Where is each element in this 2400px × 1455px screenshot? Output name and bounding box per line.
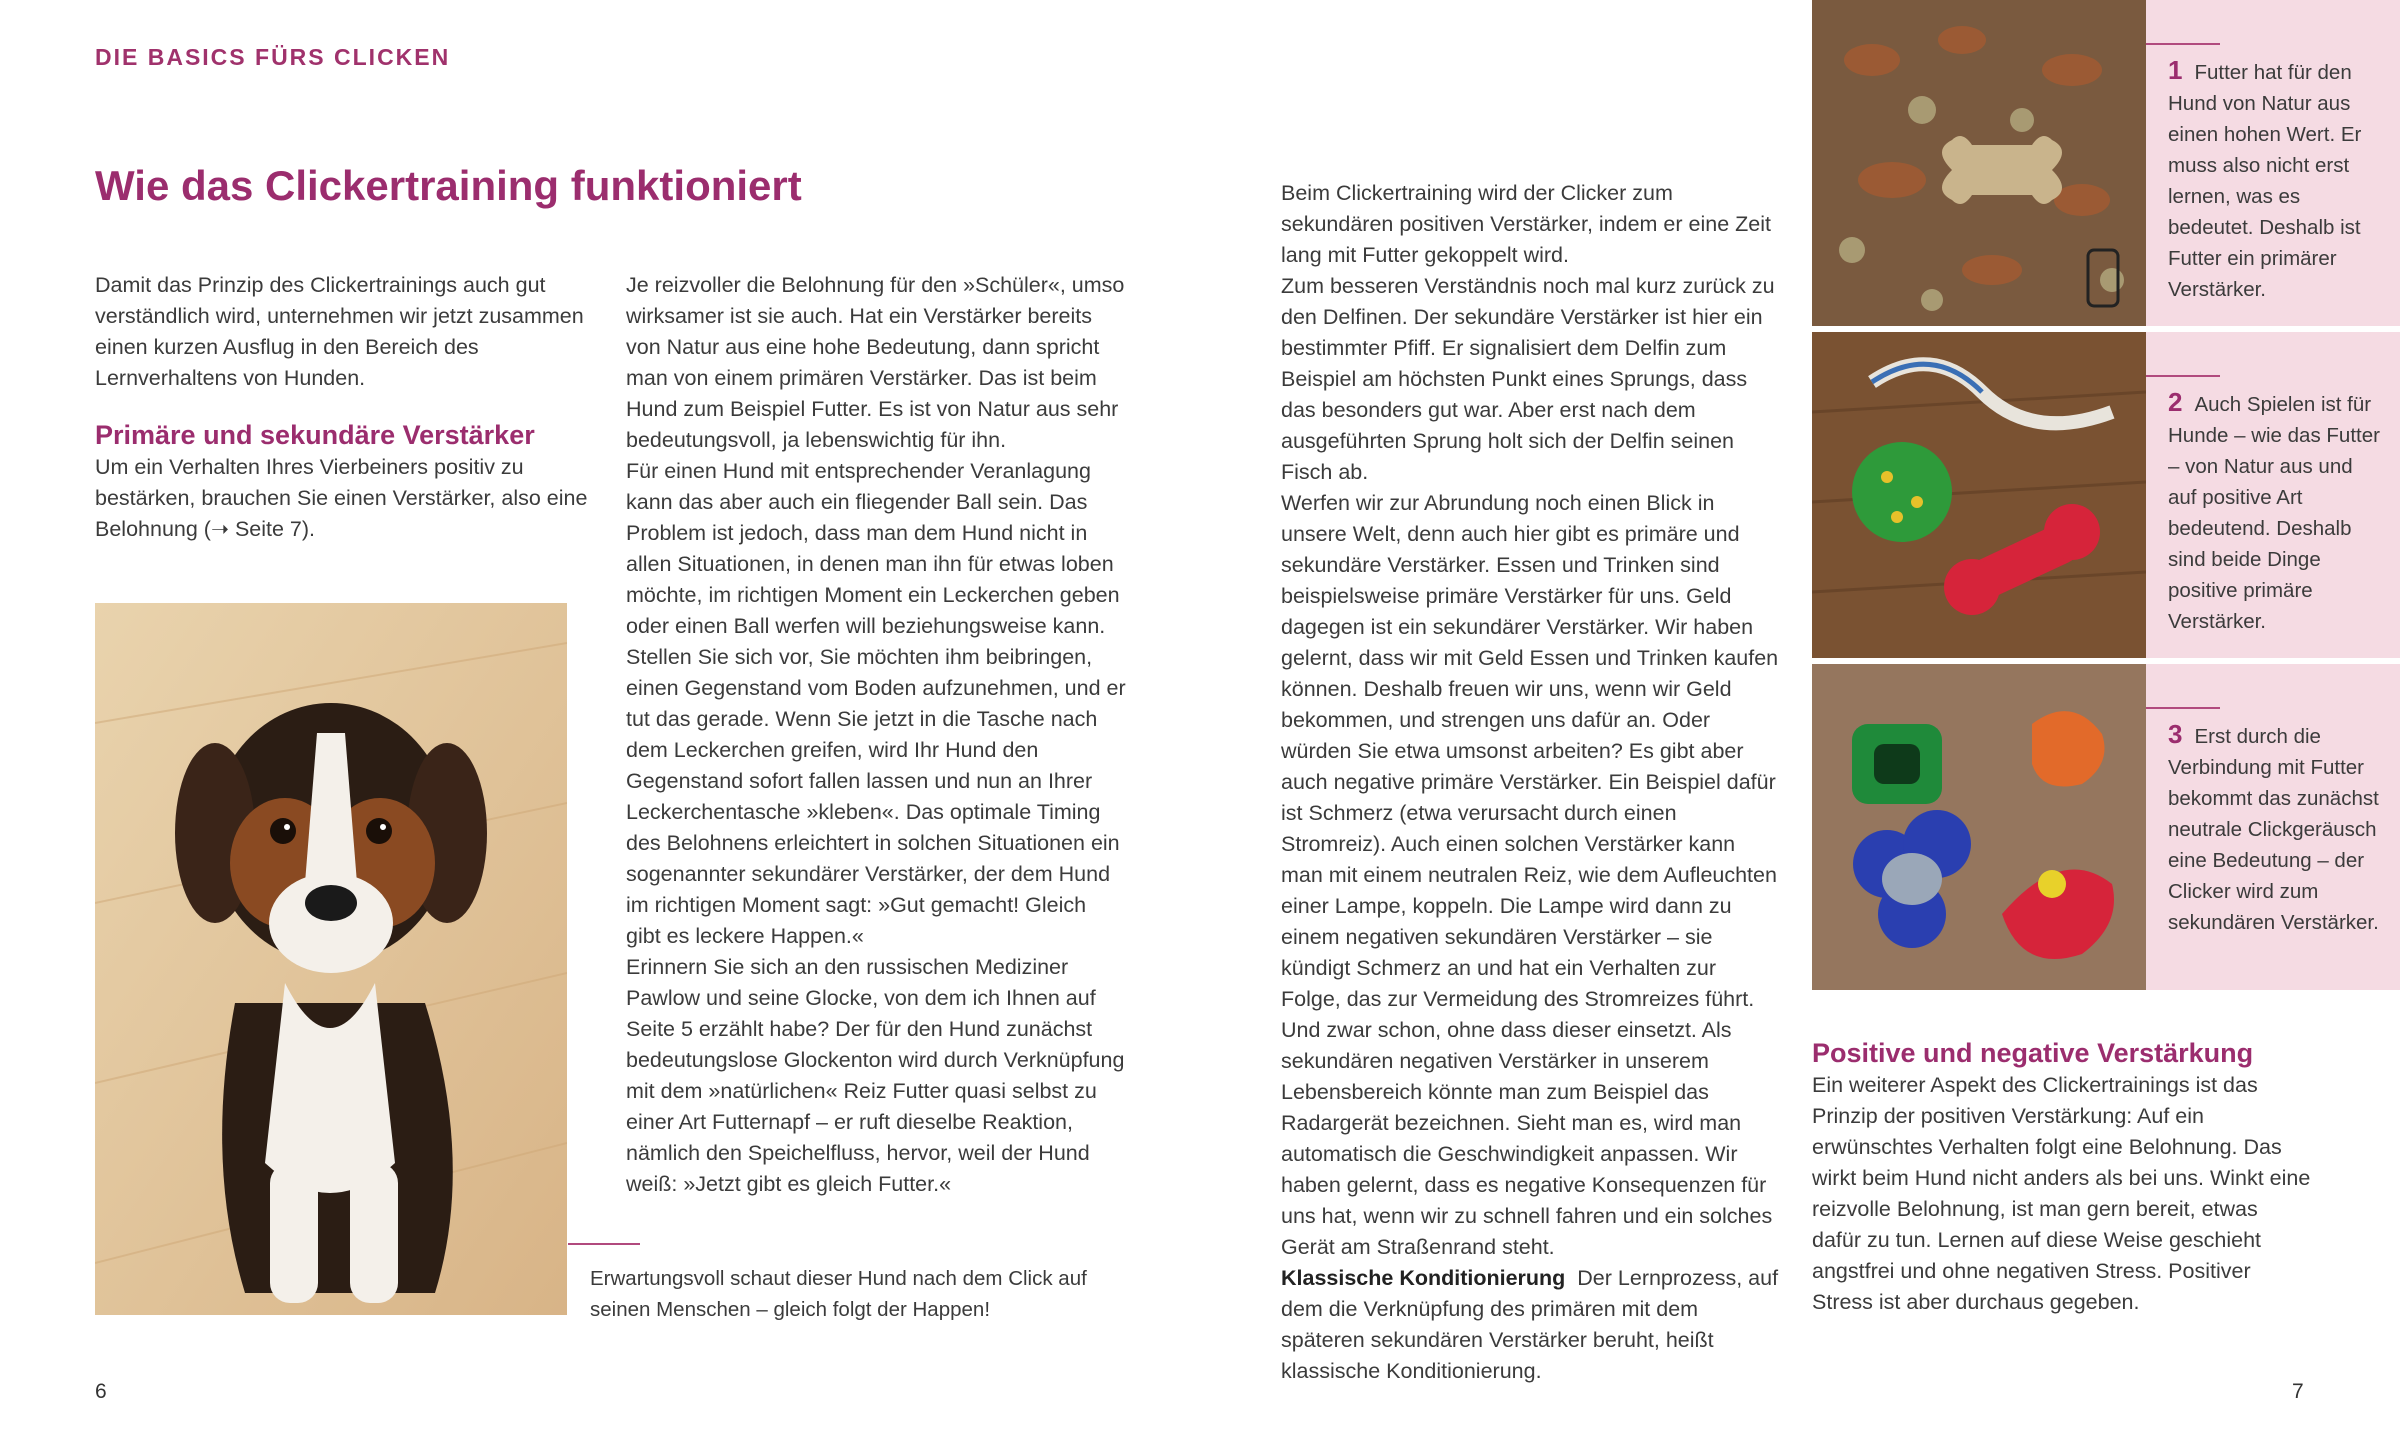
box-text-3: Erst durch die Verbindung mit Futter bekommt das zunächst neutrale Clickgeräusch eine Bedeutung – der Clicker wird zum sekundären Verstärker. [2168,725,2379,934]
bold-lead: Klassische Konditionierung [1281,1266,1566,1290]
clickers-photo [1812,664,2146,990]
paragraph-welt: Werfen wir zur Abrundung noch einen Blick in unsere Welt, denn auch hier gibt es primäre und sekundäre Verstärker. Essen und Trinken sind beispielsweise primäre Verstärker für uns. Geld dagegen ist ein sekundärer Verstärker. Wir haben gelernt, dass wir mit Geld Essen und Trinken kaufen können. Deshalb freuen wir uns, wenn wir Geld bekommen, und strengen uns dafür an. Oder würden Sie etwa umsonst arbeiten? Es gibt aber auch negative primäre Verstärker. Ein Beispiel dafür ist Schmerz (etwa verursacht durch einen Stromreiz). Auch einen solchen Verstärker kann man mit einem neutralen Reiz, wie dem Aufleuchten einer Lampe, koppeln. Die Lampe wird dann zu einem negativen sekundären Verstärker – sie kündigt Schmerz an und hat ein Verhalten zur Folge, das zur Vermeidung des Stromreizes führt. Und zwar schon, ohne dass dieser einsetzt. Als sekundären negativen Verstärker in unserem Lebensbereich könnte man zum Beispiel das Radargerät bezeichnen. Sieht man es, wird man automatisch die Geschwindigkeit anpassen. Wir haben gelernt, dass es negative Konsequenzen für uns hat, wenn wir zu schnell fahren und ein solches Gerät am Straßenrand steht. [1281,491,1779,1259]
dog-illustration [95,603,567,1315]
caption-box-2 [2146,332,2400,658]
treats-photo [1812,0,2146,326]
paragraph-pawlow: Erinnern Sie sich an den russischen Mediziner Pawlow und seine Glocke, von dem ich Ihnen auf Seite 5 erzählt habe? Der für den Hund zunächst bedeutungslose Glockenton wird durch Verknüpfung mit dem »natürlichen« Reiz Futter quasi selbst zu einer Art Futternapf – er ruft dieselbe Reaktion, nämlich den Speichelfluss, hervor, weil der Hund weiß: »Jetzt gibt es gleich Futter.« [626,955,1125,1196]
paragraph-delfine: Zum besseren Verständnis noch mal kurz zurück zu den Delfinen. Der sekundäre Verstärker ist hier ein bestimmter Pfiff. Er signalisiert dem Delfin zum Beispiel am höchsten Punkt eines Sprungs, dass das besonders gut war. Aber erst nach dem ausgeführten Sprung holt sich der Delfin seinen Fisch ab. [1281,274,1775,484]
page-number-right: 7 [2292,1380,2304,1403]
caption-box-3 [2146,664,2400,990]
column-1 [95,270,590,545]
treats-illustration [1812,0,2146,326]
intro-paragraph: Damit das Prinzip des Clickertrainings auch gut verständlich wird, unternehmen wir jetzt zusammen einen kurzen Ausflug in den Bereich des Lernverhaltens von Hunden. [95,273,584,390]
box-text-1: Futter hat für den Hund von Natur aus einen hohen Wert. Er muss also nicht erst lernen, was es bedeutet. Deshalb ist Futter ein primärer Verstärker. [2168,61,2362,301]
dog-photo [95,603,567,1315]
box-number-2: 2 [2168,387,2183,417]
column-4 [1812,1036,2312,1318]
caption-box-1 [2146,0,2400,326]
subheading-verstaerkung: Positive und negative Verstärkung [1812,1038,2254,1068]
toys-illustration [1812,332,2146,658]
box-number-1: 1 [2168,55,2183,85]
page-number-left: 6 [95,1380,107,1403]
box-text-2: Auch Spielen ist für Hunde – wie das Futter – von Natur aus und auf positive Art bedeutend. Deshalb sind beide Dinge positive primäre Verstärker. [2168,393,2380,633]
paragraph-konditionierung [1281,1263,1781,1387]
box-number-3: 3 [2168,719,2183,749]
column-3 [1281,178,1781,1387]
subheading-verstaerker: Primäre und sekundäre Verstärker [95,420,535,450]
paragraph-verstaerkung: Ein weiterer Aspekt des Clickertrainings ist das Prinzip der positiven Verstärkung: Auf ein erwünschtes Verhalten folgt eine Belohnung. Das wirkt beim Hund nicht anders als bei uns. Winkt eine reizvolle Belohnung, ist man gern bereit, etwas dafür zu tun. Lernen auf diese Weise geschieht angstfrei und ohne negativen Stress. Positiver Stress ist aber durchaus gegeben. [1812,1073,2311,1314]
photo-caption: Erwartungsvoll schaut dieser Hund nach dem Click auf seinen Menschen – gleich folgt der Happen! [590,1267,1087,1321]
column-2 [626,270,1126,1200]
paragraph-reward: Je reizvoller die Belohnung für den »Schüler«, umso wirksamer ist sie auch. Hat ein Verstärker bereits von Natur aus eine hohe Bedeutung, dann spricht man von einem primären Verstärker. Das ist beim Hund zum Beispiel Futter. Es ist von Natur aus sehr bedeutungsvoll, ja lebenswichtig für ihn. [626,273,1125,452]
paragraph-ball: Für einen Hund mit entsprechender Veranlagung kann das aber auch ein fliegender Ball sein. Das Problem ist jedoch, dass man dem Hund nicht in allen Situationen, in denen man ihn für etwas loben möchte, im richtigen Moment ein Leckerchen geben oder einen Ball werfen will beziehungsweise kann. Stellen Sie sich vor, Sie möchten ihm beibringen, einen Gegenstand vom Boden aufzunehmen, und er tut das gerade. Wenn Sie jetzt in die Tasche nach dem Leckerchen greifen, wird Ihr Hund den Gegenstand sofort fallen lassen und nun an Ihrer Leckerchentasche »kleben«. Das optimale Timing des Belohnens erleichtert in solchen Situationen ein sogenannter sekundärer Verstärker, der dem Hund im richtigen Moment sagt: »Gut gemacht! Gleich gibt es leckere Happen.« [626,459,1126,948]
konditionierung-text: Der Lernprozess, auf dem die Verknüpfung des primären mit dem späteren sekundären Verstärker beruht, heißt klassische Konditionierung. [1281,1266,1779,1383]
body-paragraph: Um ein Verhalten Ihres Vierbeiners positiv zu bestärken, brauchen Sie einen Verstärker, also eine Belohnung (➝ Seite 7). [95,455,588,541]
toys-photo [1812,332,2146,658]
clickers-illustration [1812,664,2146,990]
page-title: Wie das Clickertraining funktioniert [95,162,802,209]
caption-rule [568,1243,640,1245]
running-header: DIE BASICS FÜRS CLICKEN [95,44,451,70]
paragraph-clicker: Beim Clickertraining wird der Clicker zum sekundären positiven Verstärker, indem er eine Zeit lang mit Futter gekoppelt wird. [1281,181,1771,267]
